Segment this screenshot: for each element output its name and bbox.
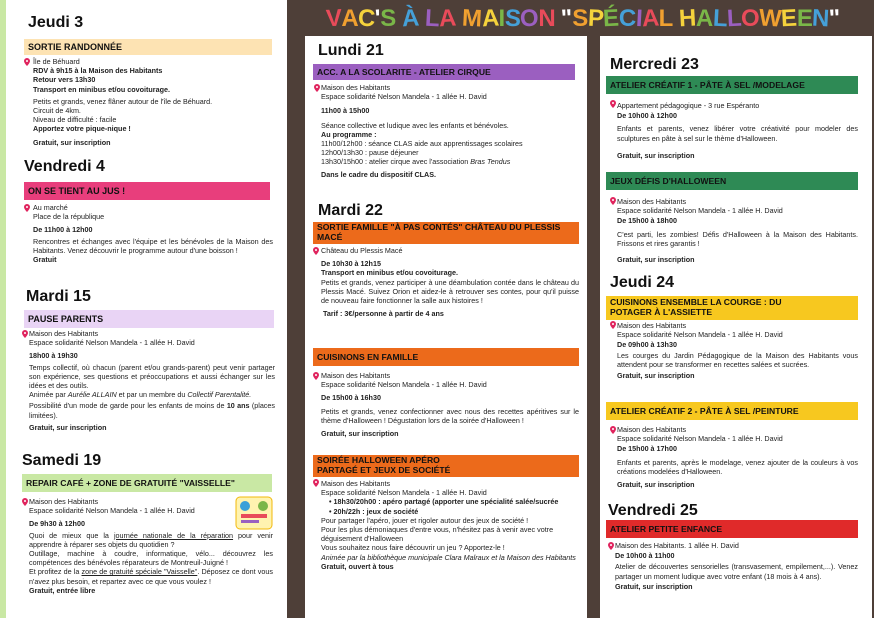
location-pin-icon xyxy=(610,321,616,329)
event-details-cuisinons-en-famille: Maison des Habitants Espace solidarité Nelson Mandela - 1 allée H. David De 15h00 à 16h30 Petits et grands, venez confectionner avec nous des recettes apéritives sur le thème d'Halloween ! Dégustation lors de la soirée d'Halloween ! Gratuit, sur inscription xyxy=(321,371,579,439)
location-pin-icon xyxy=(313,372,319,380)
title-letter: N xyxy=(538,5,556,32)
event-details-atelier-petite-enfance: Maison des Habitants. 1 allée H. David De 10h00 à 11h00 Atelier de découvertes sensorielles (transvasement, empilement,...). Venez partager un moment ludique avec votre enfant (18 mois à 4 ans). Gratuit, sur inscription xyxy=(615,541,858,591)
location-pin-icon xyxy=(608,542,614,550)
title-letter: O xyxy=(519,4,540,33)
title-letter: À xyxy=(401,4,420,33)
event-details-lundi-21: Maison des Habitants Espace solidarité Nelson Mandela - 1 allée H. David 11h00 à 15h00 Séance collective et ludique avec les enfants et bénévoles. Au programme : 11h00/12h00 : séance CLAS aide aux apprentissages scolaires 12h00/13h30 : pause déjeuner 13h30/15h00 : atelier cirque avec l'association Bras Tendus Dans le cadre du dispositif CLAS. xyxy=(321,83,523,179)
page-title xyxy=(298,4,868,34)
event-banner-soiree-halloween: SOIRÉE HALLOWEEN APÉRO PARTAGÉ ET JEUX DE SOCIÉTÉ xyxy=(313,455,579,477)
title-letter: " xyxy=(560,4,573,33)
event-banner-repair-cafe: REPAIR CAFÉ + ZONE DE GRATUITÉ "VAISSELLE" xyxy=(22,474,272,492)
column-1 xyxy=(0,0,287,618)
event-details-atelier-creatif-1: Appartement pédagogique - 3 rue Espéranto De 10h00 à 12h00 Enfants et parents, venez libérer votre créativité pour modeler des sculptures en pâte à sel sur le thème d'Halloween. Gratuit, sur inscription xyxy=(617,101,858,160)
title-letter: M xyxy=(461,4,483,33)
location-pin-icon xyxy=(22,498,28,506)
day-heading-jeudi-24: Jeudi 24 xyxy=(610,274,675,291)
title-letter: L xyxy=(726,4,742,33)
event-details-samedi-19: Maison des Habitants Espace solidarité Nelson Mandela - 1 allée H. David De 9h30 à 12h00 Quoi de mieux que la journée nationale de la réparation pour venir apprendre à réparer ses objets du quotidien ? Outillage, machine à coudre, informatique, vélo... découvrez les compétences des bénévoles réparateurs de Montreuil-Juigné ! Et profitez de la zone de gratuité spéciale "Vaisselle". Déposez ce dont vous n'avez plus besoin, et repartez avec ce que vous voulez ! Gratuit, entrée libre xyxy=(29,497,274,595)
title-letter: P xyxy=(587,4,605,33)
title-letter: V xyxy=(325,4,343,33)
location-pin-icon xyxy=(610,100,616,108)
title-letter: I xyxy=(634,4,643,33)
location-pin-icon xyxy=(22,330,28,338)
title-letter: L xyxy=(712,4,728,33)
location-pin-icon xyxy=(313,479,319,487)
location-pin-icon xyxy=(610,197,616,205)
event-details-cuisinons-ensemble: Maison des Habitants Espace solidarité Nelson Mandela - 1 allée H. David De 09h00 à 13h30 Les courges du Jardin Pédagogique de la Maison des Habitants vous attendent pour se transformer en recettes salées et sucrées. Gratuit, sur inscription xyxy=(617,321,858,381)
event-banner-atelier-creatif-1: ATELIER CRÉATIF 1 - PÂTE À SEL /MODELAGE xyxy=(606,76,858,94)
day-heading-samedi-19: Samedi 19 xyxy=(22,452,102,469)
title-letter: E xyxy=(796,5,813,32)
day-heading-vendredi-4: Vendredi 4 xyxy=(24,158,105,175)
event-banner-sortie-famille: SORTIE FAMILLE "À PAS CONTÉS" CHÂTEAU DU PLESSIS MACÉ xyxy=(313,222,579,244)
event-details-atelier-creatif-2: Maison des Habitants Espace solidarité Nelson Mandela - 1 allée H. David De 15h00 à 17h00 Enfants et parents, après le modelage, venez ajouter de la couleurs à vos créations modelées d'Halloween. Gratuit, sur inscription xyxy=(617,425,858,490)
location-pin-icon xyxy=(24,58,30,66)
event-banner-cuisinons-en-famille: CUISINONS EN FAMILLE xyxy=(313,348,579,366)
day-heading-vendredi-25: Vendredi 25 xyxy=(608,502,698,519)
title-letter: S xyxy=(572,5,588,32)
day-heading-mercredi-23: Mercredi 23 xyxy=(610,56,699,73)
title-letter: C xyxy=(618,5,636,32)
event-banner-cuisinons-ensemble: CUISINONS ENSEMBLE LA COURGE : DU POTAGER À L'ASSIETTE xyxy=(606,296,858,320)
day-heading-lundi-21: Lundi 21 xyxy=(318,42,384,59)
event-details-sortie-famille: Château du Plessis Macé De 10h30 à 12h15 Transport en minibus et/ou covoiturage. Petits et grands, venez participer à une déambulation contée dans le château du Plessis Macé. Suivez Orion et aidez-le à retrouver ses contes, pour qu'il puisse de nouveau faire fonctionner la salle aux histoires ! Tarif : 3€/personne à partir de 4 ans xyxy=(321,246,579,319)
location-pin-icon xyxy=(24,204,30,212)
title-letter: A xyxy=(480,4,500,33)
location-pin-icon xyxy=(313,247,319,255)
title-letter: I xyxy=(498,5,505,32)
title-letter: A xyxy=(695,5,713,32)
title-letter: " xyxy=(828,4,841,33)
column-accent xyxy=(0,0,6,618)
event-banner-pause-parents: PAUSE PARENTS xyxy=(24,310,274,328)
title-letter: N xyxy=(811,4,830,33)
event-banner-atelier-creatif-2: ATELIER CRÉATIF 2 - PÂTE À SEL /PEINTURE xyxy=(606,402,858,420)
title-letter: H xyxy=(678,4,697,33)
day-heading-mardi-22: Mardi 22 xyxy=(318,202,383,219)
location-pin-icon xyxy=(314,84,320,92)
event-details-vendredi-4: Au marché Place de la république De 11h00 à 12h00 Rencontres et échanges avec l'équipe et les bénévoles de la Maison des Habitants. Venez découvrir le programme autour d'une boisson ! Gratuit xyxy=(33,203,273,265)
title-letter: S xyxy=(380,5,396,32)
title-letter: É xyxy=(602,4,620,33)
title-letter: O xyxy=(741,5,760,32)
event-details-jeudi-3: Île de Béhuard RDV à 9h15 à la Maison des Habitants Retour vers 13h30 Transport en minibus et/ou covoiturage. Petits et grands, venez flâner autour de l'île de Béhuard. Circuit de 4km. Niveau de difficulté : facile Apportez votre pique-nique ! Gratuit, sur inscription xyxy=(33,57,213,147)
title-letter: ' xyxy=(374,4,381,33)
title-letter: L xyxy=(658,5,673,32)
event-banner-atelier-cirque: ACC. A LA SCOLARITE - ATELIER CIRQUE xyxy=(313,64,575,80)
title-letter: A xyxy=(438,4,457,33)
event-banner-jeux-defis: JEUX DÉFIS D'HALLOWEEN xyxy=(606,172,858,190)
event-details-jeux-defis: Maison des Habitants Espace solidarité Nelson Mandela - 1 allée H. David De 15h00 à 18h00 C'est parti, les zombies! Défis d'Halloween à la Maison des Habitants. Frissons et rires garantis ! Gratuit, sur inscription xyxy=(617,197,858,265)
title-letter: C xyxy=(357,4,376,33)
event-banner-sortie-randonnee: SORTIE RANDONNÉE xyxy=(24,39,272,55)
event-banner-on-se-tient-au-jus: ON SE TIENT AU JUS ! xyxy=(24,182,270,200)
location-pin-icon xyxy=(610,426,616,434)
title-letter: L xyxy=(424,4,440,33)
day-heading-mardi-15: Mardi 15 xyxy=(26,288,91,305)
title-letter: A xyxy=(641,4,660,33)
day-heading-jeudi-3: Jeudi 3 xyxy=(28,14,84,31)
event-banner-atelier-petite-enfance: ATELIER PETITE ENFANCE xyxy=(606,520,858,538)
title-letter: W xyxy=(758,4,783,33)
title-letter: E xyxy=(780,4,798,33)
event-details-soiree-halloween: Maison des Habitants Espace solidarité Nelson Mandela - 1 allée H. David • 18h30/20h00 : apéro partagé (apporter une spécialité salée/sucrée • 20h/22h : jeux de société Pour partager l'apéro, jouer et rigoler autour des jeux de société ! Pour les plus démoniaques d'entre vous, n'hésitez pas à venir avec votre déguisement d'Halloween Vous souhaitez nous faire découvrir un jeu ? Apportez-le ! Animée par la bibliothèque municipale Clara Malraux et la Maison des Habitants Gratuit, ouvert à tous xyxy=(321,479,576,571)
title-letter: A xyxy=(341,5,359,32)
event-details-mardi-15: Maison des Habitants Espace solidarité Nelson Mandela - 1 allée H. David 18h00 à 19h30 Temps collectif, où chacun (parent et/ou grands-parent) peut venir partager son expérience, ses questions et préoccupations et aussi échanger sur les idées et des outils. Animée par Aurélie ALLAIN et par un membre du Collectif Parentalité. Possibilité d'un mode de garde pour les enfants de moins de 10 ans (places limitées). Gratuit, sur inscription xyxy=(29,329,275,432)
title-letter: S xyxy=(504,4,521,33)
